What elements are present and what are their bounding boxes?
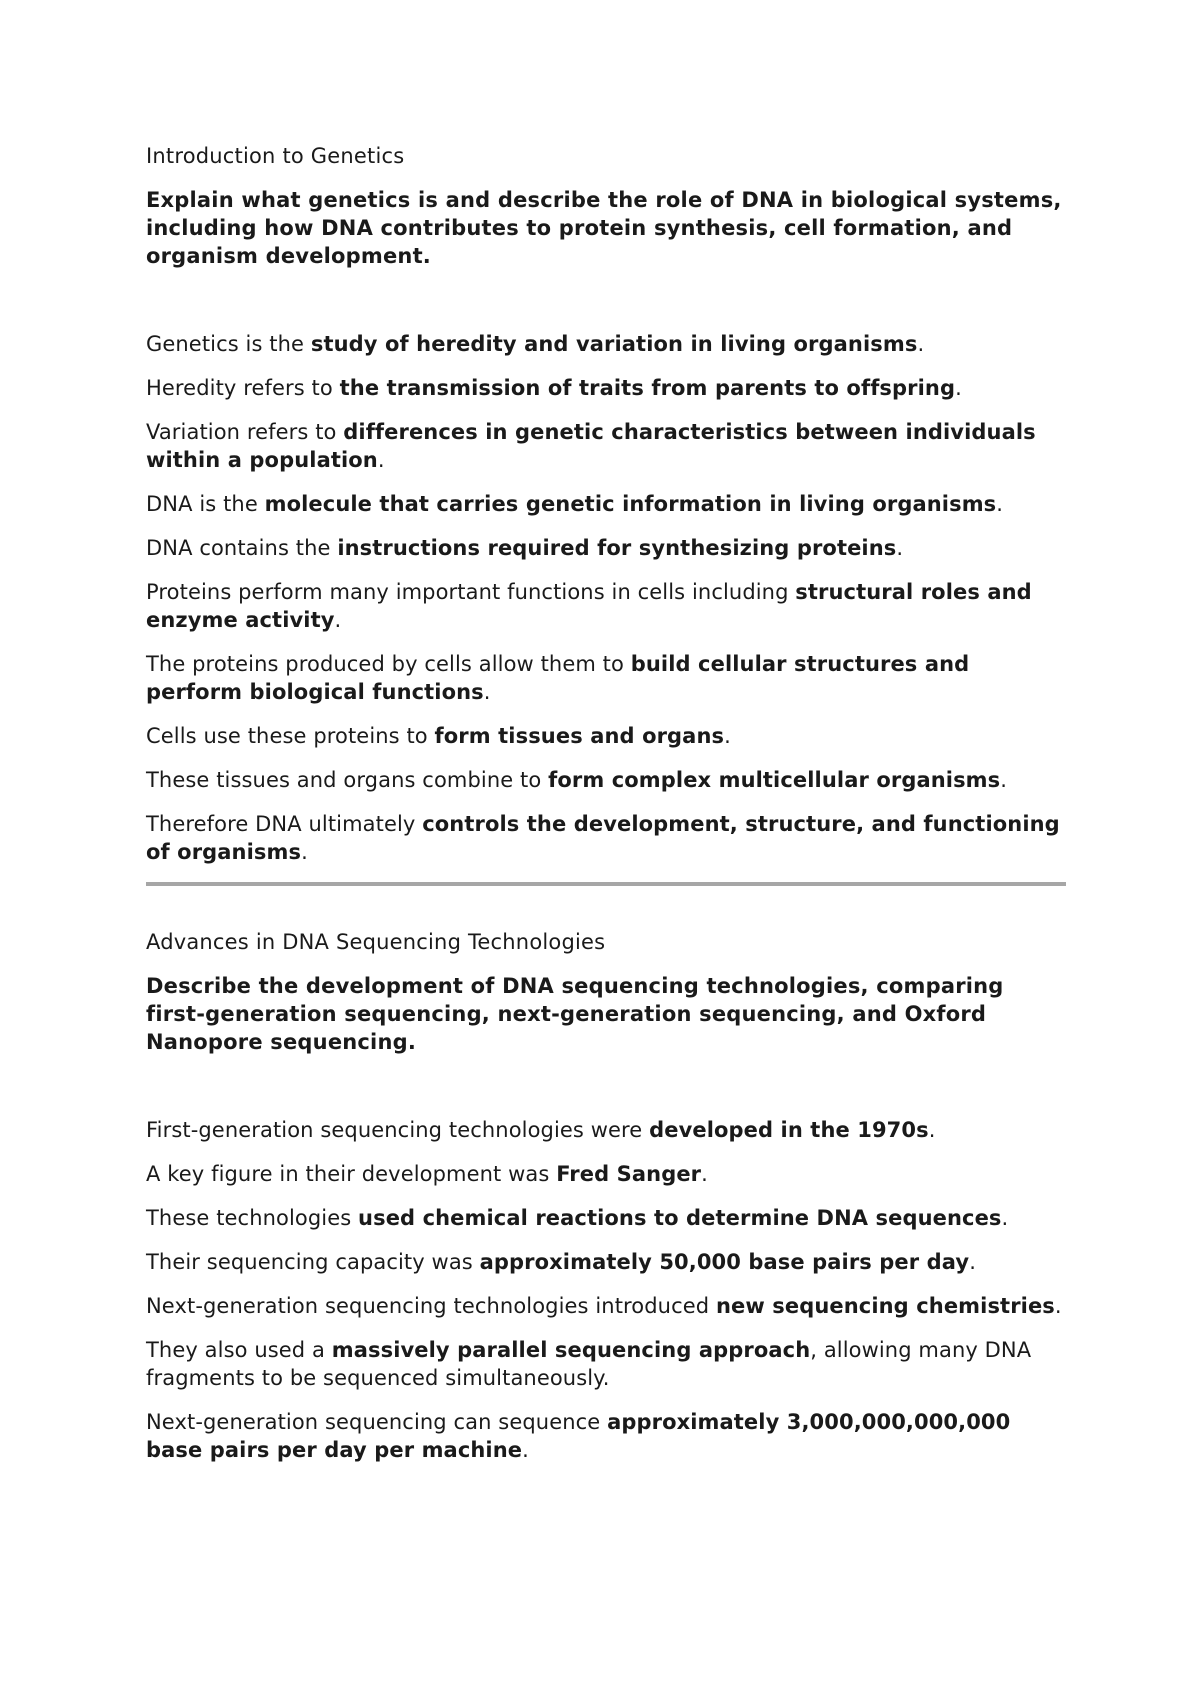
- paragraph: Next-generation sequencing technologies introduced new sequencing chemistries.: [146, 1294, 1062, 1318]
- paragraph: DNA is the molecule that carries genetic information in living organisms.: [146, 492, 1004, 516]
- paragraph: These tissues and organs combine to form complex multicellular organisms.: [146, 768, 1008, 792]
- section-sequencing: [146, 928, 1066, 1464]
- paragraph: Cells use these proteins to form tissues and organs.: [146, 724, 731, 748]
- paragraph: The proteins produced by cells allow them to build cellular structures and perform biological functions.: [146, 652, 970, 704]
- section-genetics: [146, 142, 1066, 866]
- section-title: Advances in DNA Sequencing Technologies: [146, 930, 606, 954]
- paragraph: A key figure in their development was Fred Sanger.: [146, 1162, 708, 1186]
- paragraph: They also used a massively parallel sequencing approach, allowing many DNA fragments to be sequenced simultaneously.: [146, 1338, 1032, 1390]
- section-title: Introduction to Genetics: [146, 144, 405, 168]
- section-question: Describe the development of DNA sequencing technologies, comparing first-generation sequencing, next-generation sequencing, and Oxford Nanopore sequencing.: [146, 974, 1004, 1054]
- paragraph: Heredity refers to the transmission of traits from parents to offspring.: [146, 376, 962, 400]
- section-divider: [146, 882, 1066, 886]
- paragraph: DNA contains the instructions required for synthesizing proteins.: [146, 536, 904, 560]
- paragraph: These technologies used chemical reactions to determine DNA sequences.: [146, 1206, 1009, 1230]
- paragraph: Therefore DNA ultimately controls the development, structure, and functioning of organisms.: [146, 812, 1060, 864]
- paragraph: Variation refers to differences in genetic characteristics between individuals within a population.: [146, 420, 1036, 472]
- paragraph: Proteins perform many important functions in cells including structural roles and enzyme activity.: [146, 580, 1032, 632]
- section-question: Explain what genetics is and describe the role of DNA in biological systems, including how DNA contributes to protein synthesis, cell formation, and organism development.: [146, 188, 1062, 268]
- paragraph: First-generation sequencing technologies were developed in the 1970s.: [146, 1118, 936, 1142]
- paragraph: Their sequencing capacity was approximately 50,000 base pairs per day.: [146, 1250, 976, 1274]
- paragraph: Next-generation sequencing can sequence approximately 3,000,000,000,000 base pairs per day per machine.: [146, 1410, 1011, 1462]
- document-page: [146, 142, 1066, 1480]
- paragraph: Genetics is the study of heredity and variation in living organisms.: [146, 332, 925, 356]
